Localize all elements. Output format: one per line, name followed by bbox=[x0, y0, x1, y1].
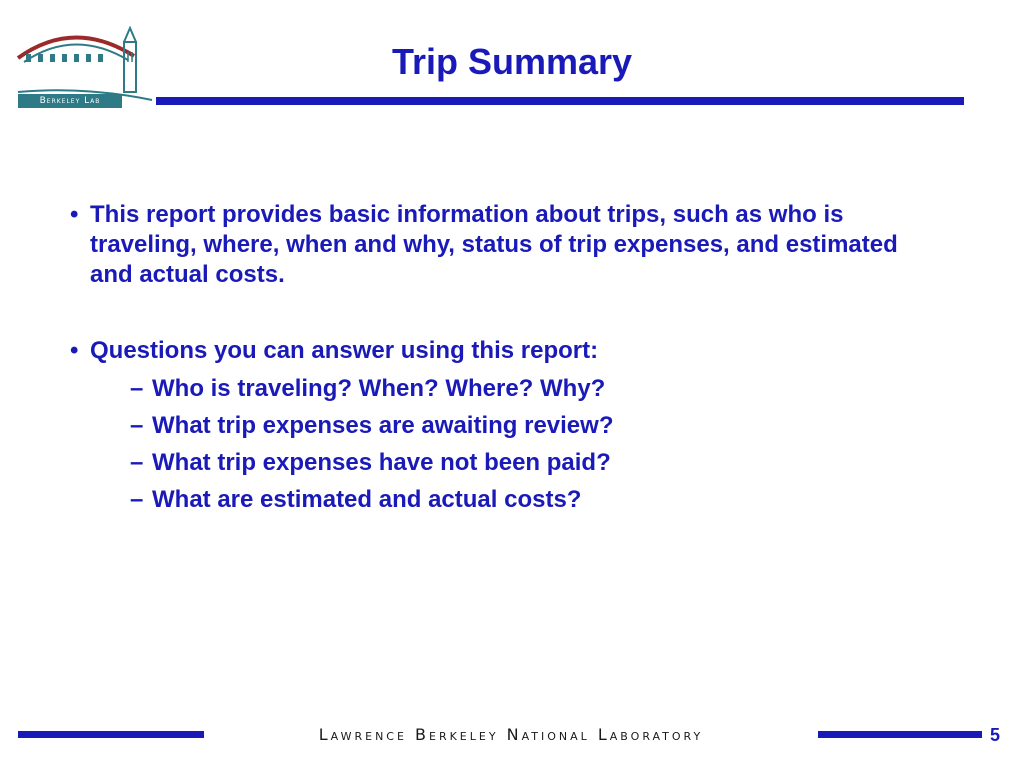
sub-list bbox=[90, 370, 930, 518]
bullet-item bbox=[70, 200, 930, 290]
bullet-dot-icon: • bbox=[70, 337, 79, 364]
sub-list-item bbox=[130, 407, 930, 444]
footer-divider-left bbox=[18, 731, 204, 738]
dash-icon: – bbox=[130, 449, 144, 476]
sub-item-text: What trip expenses are awaiting review? bbox=[152, 412, 614, 439]
footer-organization: Lawrence Berkeley National Laboratory bbox=[318, 725, 704, 744]
dash-icon: – bbox=[130, 375, 144, 402]
bullet-text: This report provides basic information about trips, such as who is traveling, where, when and why, status of trip expenses, and estimated and actual costs. bbox=[90, 201, 898, 288]
page-number: 5 bbox=[990, 725, 1001, 745]
sub-list-item bbox=[130, 444, 930, 481]
bullet-item bbox=[70, 336, 930, 518]
sub-list-item bbox=[130, 370, 930, 407]
sub-item-text: What are estimated and actual costs? bbox=[152, 486, 582, 513]
page-title: Trip Summary bbox=[391, 41, 633, 82]
sub-list-item bbox=[130, 481, 930, 518]
title-divider bbox=[156, 97, 964, 105]
footer-divider-right bbox=[818, 731, 982, 738]
dash-icon: – bbox=[130, 486, 144, 513]
slide-content bbox=[70, 200, 930, 518]
sub-item-text: Who is traveling? When? Where? Why? bbox=[152, 375, 606, 402]
sub-item-text: What trip expenses have not been paid? bbox=[152, 449, 611, 476]
logo-label: Berkeley Lab bbox=[39, 96, 101, 106]
bullet-text: Questions you can answer using this report: bbox=[90, 337, 599, 364]
bullet-dot-icon: • bbox=[70, 201, 79, 228]
dash-icon: – bbox=[130, 412, 144, 439]
